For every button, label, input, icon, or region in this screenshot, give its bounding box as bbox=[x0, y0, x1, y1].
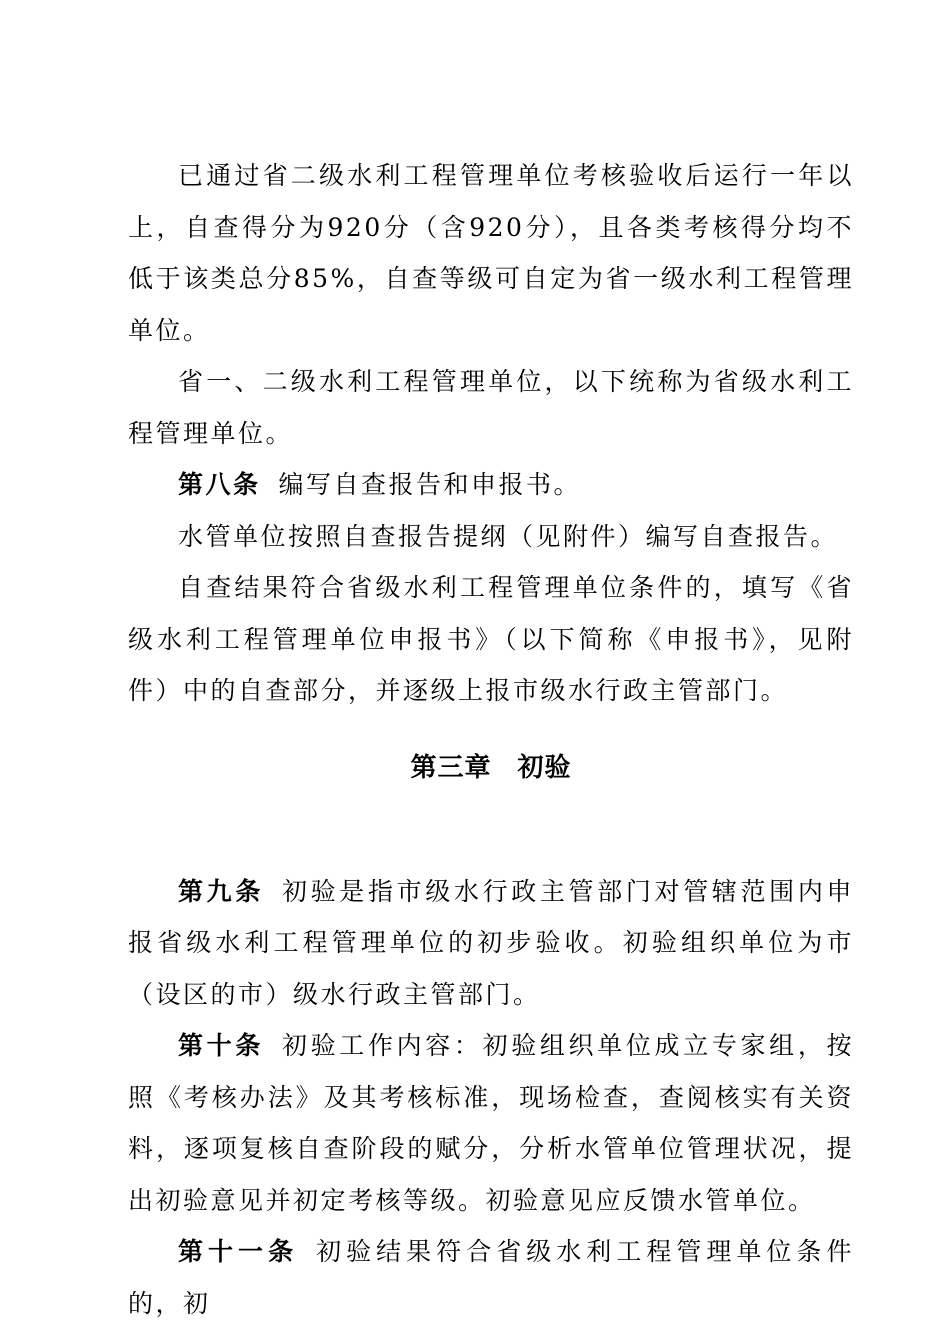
paragraph-self-report: 水管单位按照自查报告提纲（见附件）编写自查报告。 bbox=[178, 521, 839, 551]
article-8 bbox=[128, 459, 854, 511]
chapter-heading bbox=[128, 747, 854, 784]
document-page bbox=[128, 150, 854, 1329]
chapter-number: 第三章 bbox=[410, 752, 492, 783]
article-10-text: 初验工作内容：初验组织单位成立专家组，按照《考核办法》及其考核标准，现场检查，查阅核实有关资料，逐项复核自查阶段的赋分，分析水管单位管理状况，提出初验意见并初定考核等级。初验意见应反馈水管单位。 bbox=[128, 1031, 854, 1215]
article-11-label: 第十一条 bbox=[178, 1237, 299, 1266]
article-10-label: 第十条 bbox=[178, 1031, 264, 1060]
article-9-label: 第九条 bbox=[178, 876, 264, 906]
article-8-text: 编写自查报告和申报书。 bbox=[278, 470, 582, 499]
article-10 bbox=[128, 1020, 854, 1226]
article-8-label: 第八条 bbox=[178, 470, 261, 499]
paragraph-grade-one-criteria: 已通过省二级水利工程管理单位考核验收后运行一年以上，自查得分为920分（含920分），且各类考核得分均不低于该类总分85%，自查等级可自定为省一级水利工程管理单位。 bbox=[128, 161, 854, 345]
article-11 bbox=[128, 1226, 854, 1329]
chapter-title: 初验 bbox=[517, 752, 572, 783]
paragraph-provincial-units-definition: 省一、二级水利工程管理单位，以下统称为省级水利工程管理单位。 bbox=[128, 367, 854, 448]
article-9 bbox=[128, 866, 854, 1021]
paragraph-application-form: 自查结果符合省级水利工程管理单位条件的，填写《省级水利工程管理单位申报书》（以下简称《申报书》，见附件）中的自查部分，并逐级上报市级水行政主管部门。 bbox=[128, 573, 854, 705]
article-9-text: 初验是指市级水行政主管部门对管辖范围内申报省级水利工程管理单位的初步验收。初验组织单位为市（设区的市）级水行政主管部门。 bbox=[128, 876, 854, 1009]
article-11-text: 初验结果符合省级水利工程管理单位条件的，初 bbox=[128, 1237, 854, 1318]
